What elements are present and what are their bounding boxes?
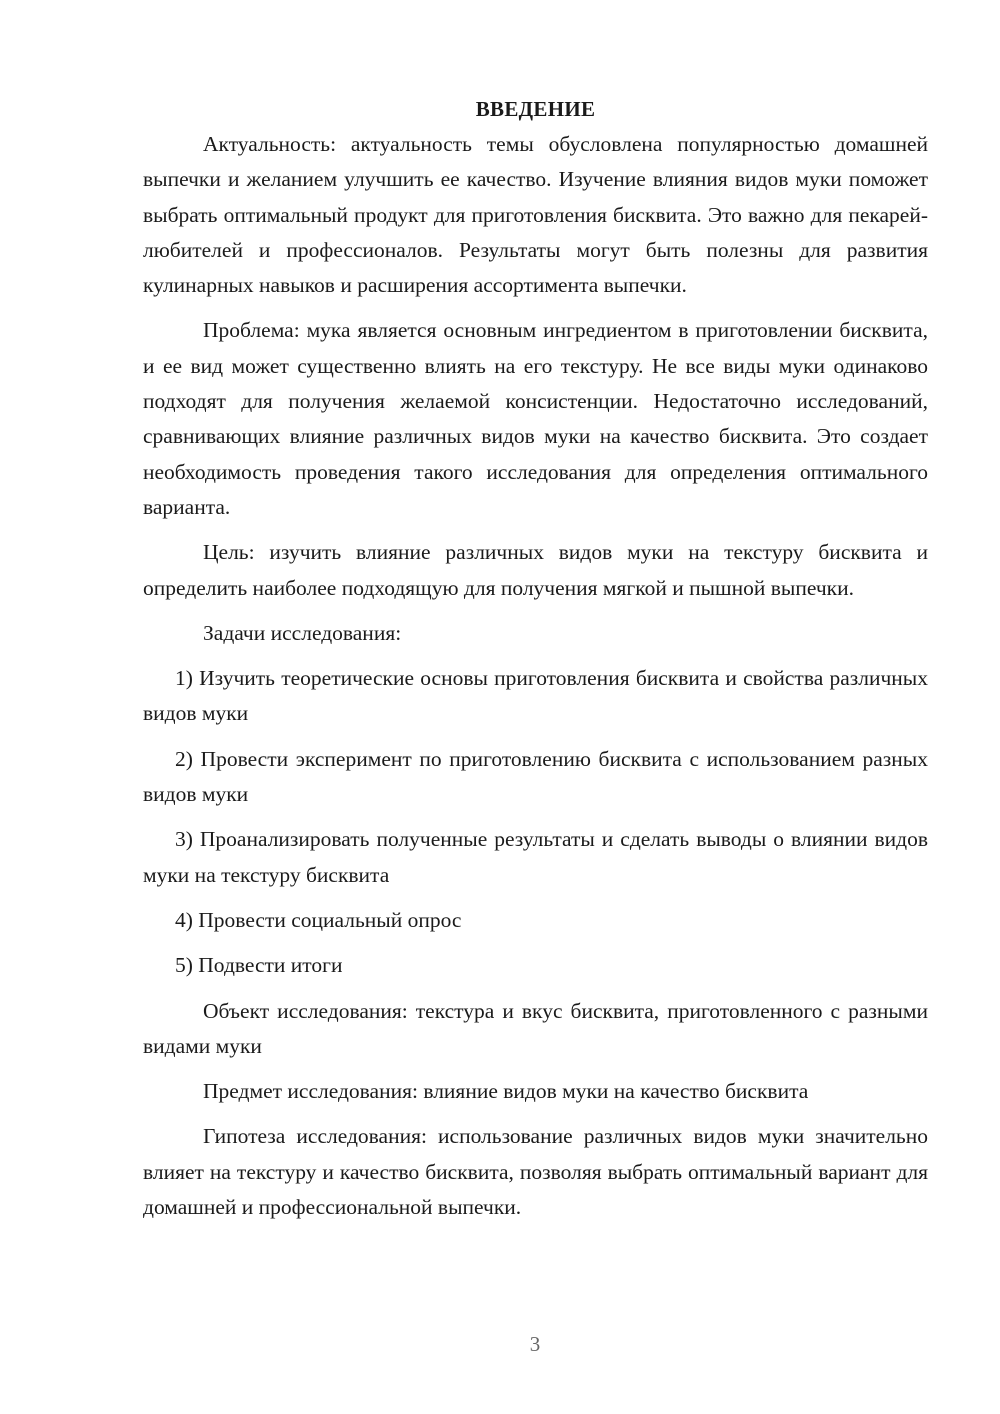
- task-item-1: 1) Изучить теоретические основы приготовления бисквита и свойства различных видов муки: [143, 666, 928, 726]
- task-item-4: 4) Провести социальный опрос: [175, 907, 462, 932]
- page-number: 3: [529, 1332, 541, 1356]
- tasks-heading: Задачи исследования:: [203, 620, 402, 645]
- paragraph-problem: Проблема: мука является основным ингредиентом в приготовлении бисквита, и ее вид может существенно влиять на его текстуру. Не все виды муки одинаково подходят для получения желаемой консистенции. Недостаточно исследований, сравнивающих влияние различных видов муки на качество бисквита. Это создает необходимость проведения такого исследования для определения оптимального варианта.: [143, 318, 928, 519]
- document-page: [143, 92, 928, 1225]
- paragraph-goal: Цель: изучить влияние различных видов муки на текстуру бисквита и определить наиболее подходящую для получения мягкой и пышной выпечки.: [143, 540, 928, 600]
- paragraph-object: Объект исследования: текстура и вкус бисквита, приготовленного с разными видами муки: [143, 998, 928, 1058]
- task-item-3: 3) Проанализировать полученные результаты и сделать выводы о влиянии видов муки на текстуру бисквита: [143, 827, 928, 887]
- task-item-5: 5) Подвести итоги: [175, 953, 343, 978]
- paragraph-subject: Предмет исследования: влияние видов муки на качество бисквита: [203, 1079, 809, 1104]
- paragraph-relevance: Актуальность: актуальность темы обусловлена популярностью домашней выпечки и желанием улучшить ее качество. Изучение влияния видов муки поможет выбрать оптимальный продукт для приготовления бисквита. Это важно для пекарей-любителей и профессионалов. Результаты могут быть полезны для развития кулинарных навыков и расширения ассортимента выпечки.: [143, 132, 928, 298]
- paragraph-hypothesis: Гипотеза исследования: использование различных видов муки значительно влияет на текстуру и качество бисквита, позволяя выбрать оптимальный вариант для домашней и профессиональной выпечки.: [143, 1124, 928, 1220]
- task-item-2: 2) Провести эксперимент по приготовлению бисквита с использованием разных видов муки: [143, 746, 928, 807]
- page-title: ВВЕДЕНИЕ: [475, 97, 596, 121]
